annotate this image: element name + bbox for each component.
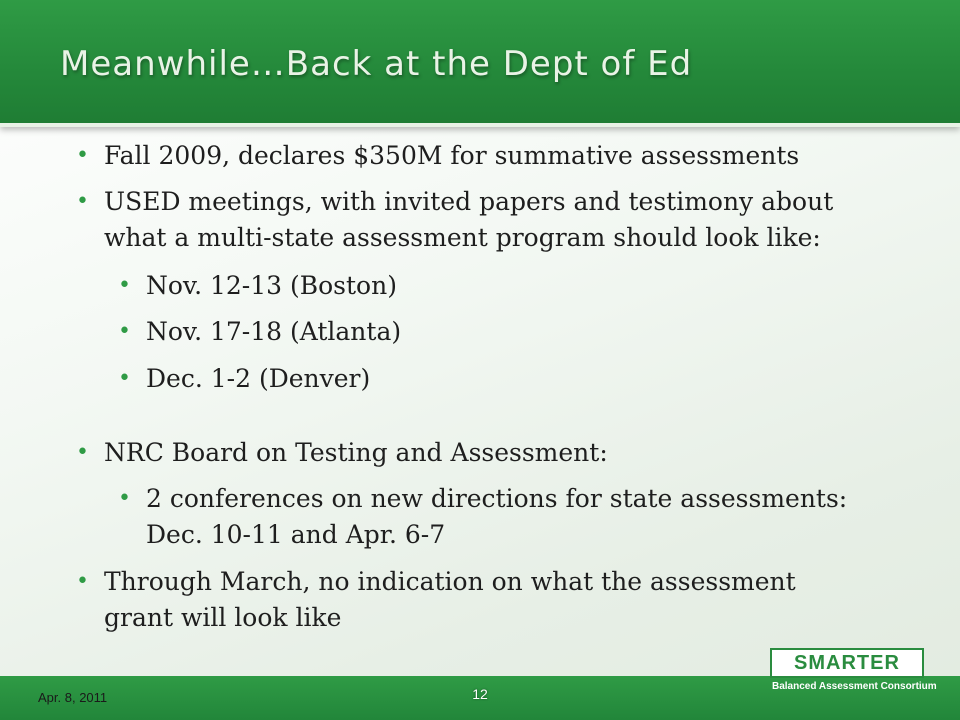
- bullet-icon: •: [76, 440, 89, 465]
- slide-title: Meanwhile…Back at the Dept of Ed: [60, 44, 693, 84]
- bullet-icon: •: [118, 486, 131, 511]
- title-bar: [0, 0, 960, 127]
- bullet-text: 2 conferences on new directions for state assessments:: [146, 484, 848, 513]
- footer-date: Apr. 8, 2011: [38, 690, 108, 705]
- bullet-text: what a multi-state assessment program should look like:: [104, 223, 821, 252]
- sub-bullet-item: [118, 268, 397, 304]
- sub-bullet-continuation: [146, 517, 445, 553]
- bullet-item: [76, 184, 834, 220]
- bullet-icon: •: [76, 189, 89, 214]
- bullet-icon: •: [118, 366, 131, 391]
- bullet-item: [76, 138, 800, 174]
- bullet-icon: •: [118, 319, 131, 344]
- bullet-text: Through March, no indication on what the assessment: [104, 567, 796, 596]
- bullet-text: Nov. 17-18 (Atlanta): [146, 317, 402, 346]
- logo-wordmark: SMARTER: [770, 648, 924, 678]
- bullet-text: USED meetings, with invited papers and testimony about: [104, 187, 834, 216]
- bullet-text: grant will look like: [104, 603, 342, 632]
- smarter-logo: [770, 648, 937, 696]
- bullet-text: Dec. 1-2 (Denver): [146, 364, 371, 393]
- bullet-item: [76, 435, 608, 471]
- bullet-text: Fall 2009, declares $350M for summative assessments: [104, 141, 800, 170]
- sub-bullet-item: [118, 361, 371, 397]
- bullet-text: NRC Board on Testing and Assessment:: [104, 438, 608, 467]
- bullet-text: Nov. 12-13 (Boston): [146, 271, 397, 300]
- sub-bullet-item: [118, 481, 848, 517]
- bullet-continuation: [104, 600, 341, 636]
- logo-subtitle: Balanced Assessment Consortium: [772, 681, 937, 692]
- bullet-icon: •: [118, 273, 131, 298]
- sub-bullet-item: [118, 314, 402, 350]
- bullet-continuation: [104, 220, 821, 256]
- bullet-icon: •: [76, 569, 89, 594]
- bullet-item: [76, 564, 796, 600]
- bullet-text: Dec. 10-11 and Apr. 6-7: [146, 520, 446, 549]
- page-number: 12: [472, 686, 488, 702]
- bullet-icon: •: [76, 143, 89, 168]
